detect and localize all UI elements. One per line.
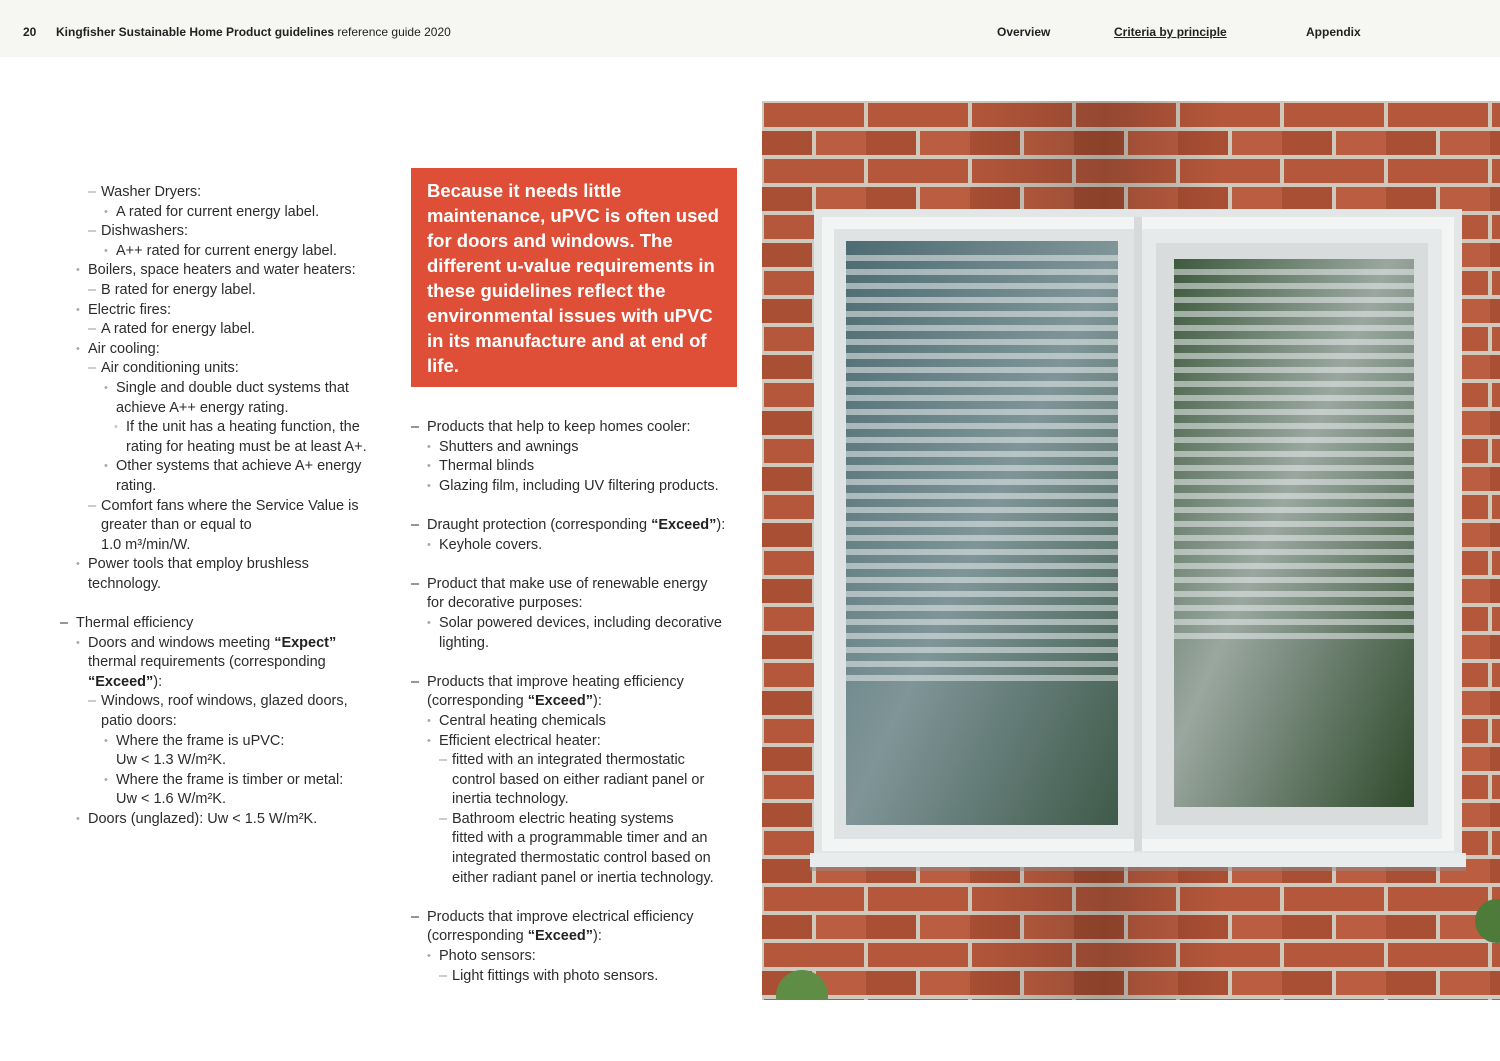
- section-heading-renewable: – Product that make use of renewable energy for decorative purposes:: [411, 575, 708, 612]
- list-item: • If the unit has a heating function, the rating for heating must be at least A+.: [114, 419, 367, 455]
- list-item: • Central heating chemicals: [427, 712, 606, 729]
- list-item: • Power tools that employ brushless technology.: [76, 556, 309, 592]
- list-item: – Windows, roof windows, glazed doors, patio doors:: [88, 693, 348, 730]
- nav-criteria-by-principle[interactable]: Criteria by principle: [1114, 25, 1227, 39]
- middle-column: [411, 418, 751, 986]
- nav-overview[interactable]: Overview: [997, 25, 1051, 39]
- nav-appendix[interactable]: Appendix: [1306, 25, 1361, 39]
- list-item: • A rated for current energy label.: [104, 203, 320, 220]
- list-item: – B rated for energy label.: [88, 281, 256, 298]
- list-item: • A++ rated for current energy label.: [104, 242, 337, 259]
- list-item: – A rated for energy label.: [88, 321, 255, 338]
- window-illustration: [762, 101, 1500, 1000]
- document-title: [56, 25, 451, 39]
- list-item: • Where the frame is timber or metal: Uw < 1.6 W/m²K.: [104, 771, 344, 808]
- list-item: • Electric fires:: [76, 301, 171, 318]
- section-heading-heating: – Products that improve heating efficiency (corresponding “Exceed”):: [411, 673, 684, 710]
- list-item: – Bathroom electric heating systems fitted with a programmable timer and an integrated thermostatic control based on either radiant panel or inertia technology.: [439, 810, 714, 886]
- section-heading-electrical: – Products that improve electrical efficiency (corresponding “Exceed”):: [411, 908, 694, 945]
- list-item: • Air cooling:: [76, 340, 160, 357]
- list-item: – Air conditioning units:: [88, 360, 239, 377]
- document-title-rest: reference guide 2020: [334, 25, 451, 39]
- section-heading-cooler: – Products that help to keep homes cooler:: [411, 419, 691, 435]
- list-item: • Photo sensors:: [427, 948, 536, 965]
- list-item: • Efficient electrical heater:: [427, 732, 601, 749]
- list-item: • Thermal blinds: [427, 458, 535, 475]
- list-item: • Glazing film, including UV filtering products.: [427, 477, 719, 494]
- page-number: 20: [23, 25, 37, 39]
- list-item: – Dishwashers:: [88, 223, 189, 240]
- list-item: • Shutters and awnings: [427, 438, 579, 455]
- list-item: – fitted with an integrated thermostatic control based on either radiant panel or inertia technology.: [439, 752, 705, 808]
- upvc-window-photo: [762, 101, 1500, 1000]
- upvc-callout-box: [411, 168, 737, 387]
- section-heading-draught: – Draught protection (corresponding “Exceed”):: [411, 516, 726, 533]
- top-header-bar: [0, 0, 1500, 57]
- list-item: • Where the frame is uPVC: Uw < 1.3 W/m²K.: [104, 732, 285, 769]
- document-title-bold: Kingfisher Sustainable Home Product guidelines: [56, 25, 335, 39]
- list-item: • Doors and windows meeting “Expect” thermal requirements (corresponding “Exceed”):: [76, 634, 337, 690]
- callout-text: Because it needs little maintenance, uPVC is often used for doors and windows. The different u-value requirements in these guidelines reflect the environmental issues with uPVC in its manufacture and at end of life.: [427, 180, 719, 376]
- list-item: • Boilers, space heaters and water heaters:: [76, 262, 356, 279]
- list-item: – Washer Dryers:: [88, 184, 202, 200]
- list-item: • Other systems that achieve A+ energy rating.: [104, 458, 362, 494]
- list-item: • Solar powered devices, including decorative lighting.: [427, 614, 722, 651]
- list-item: • Doors (unglazed): Uw < 1.5 W/m²K.: [76, 811, 318, 827]
- list-item: • Keyhole covers.: [427, 536, 543, 553]
- list-item: – Comfort fans where the Service Value is greater than or equal to 1.0 m³/min/W.: [88, 497, 359, 553]
- list-item: – Light fittings with photo sensors.: [439, 967, 659, 984]
- left-column: [60, 183, 390, 830]
- list-item: • Single and double duct systems that achieve A++ energy rating.: [104, 379, 349, 416]
- section-heading-thermal: – Thermal efficiency: [60, 615, 194, 632]
